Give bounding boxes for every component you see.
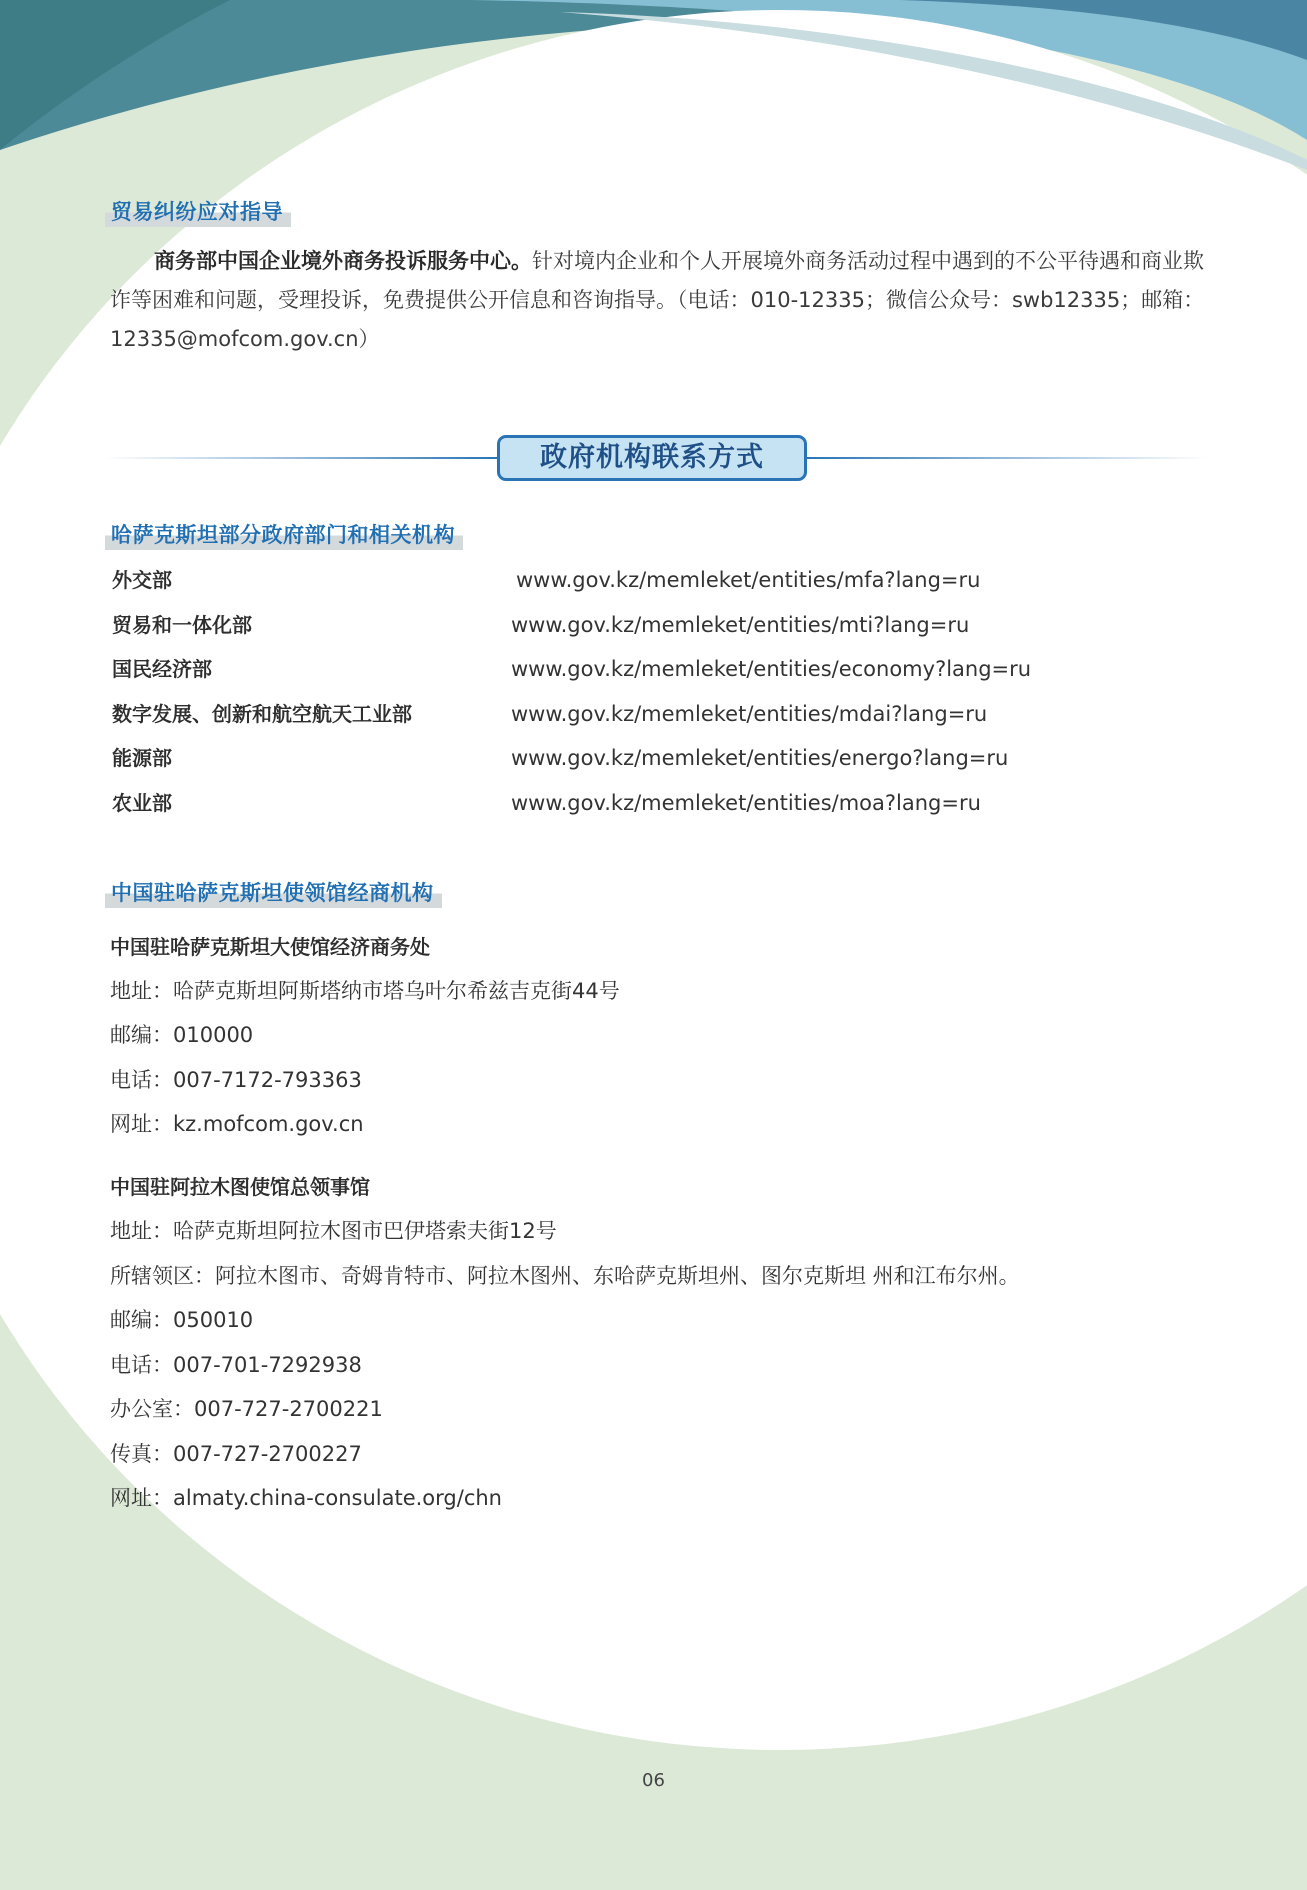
- agency-url[interactable]: www.gov.kz/memleket/entities/energo?lang=ru: [511, 746, 1009, 770]
- agency-url[interactable]: www.gov.kz/memleket/entities/moa?lang=ru: [511, 791, 981, 815]
- embassy-office-phone: 电话：007-7172-793363: [110, 1068, 362, 1092]
- agency-name: 农业部: [112, 791, 172, 815]
- consulate-postcode: 邮编：050010: [110, 1308, 254, 1332]
- agency-name: 贸易和一体化部: [112, 613, 252, 637]
- section-heading-trade-dispute: 贸易纠纷应对指导: [105, 197, 291, 227]
- banner-line-left: [105, 457, 497, 459]
- agency-url[interactable]: www.gov.kz/memleket/entities/mti?lang=ru: [511, 613, 970, 637]
- agency-name: 数字发展、创新和航空航天工业部: [112, 702, 412, 726]
- agency-url[interactable]: www.gov.kz/memleket/entities/economy?lang=ru: [511, 657, 1032, 681]
- agency-row: [112, 652, 1112, 686]
- agency-url[interactable]: www.gov.kz/memleket/entities/mfa?lang=ru: [516, 568, 981, 592]
- agency-url[interactable]: www.gov.kz/memleket/entities/mdai?lang=ru: [511, 702, 988, 726]
- complaint-org-name: 商务部中国企业境外商务投诉服务中心。: [154, 249, 532, 273]
- embassy-office-address: 地址：哈萨克斯坦阿斯塔纳市塔乌叶尔希兹吉克街44号: [110, 979, 620, 1003]
- embassy-office-website[interactable]: 网址：kz.mofcom.gov.cn: [110, 1112, 364, 1136]
- banner-government-contacts: 政府机构联系方式: [497, 435, 807, 481]
- agency-name: 外交部: [112, 568, 172, 592]
- agency-name: 国民经济部: [112, 657, 212, 681]
- agency-row: [112, 563, 1112, 597]
- complaint-paragraph: [110, 242, 1220, 359]
- agency-name: 能源部: [112, 746, 172, 770]
- banner-line-right: [807, 457, 1207, 459]
- agency-row: [112, 741, 1112, 775]
- agency-row: [112, 697, 1112, 731]
- page-number: 06: [642, 1770, 665, 1791]
- embassy-office-postcode: 邮编：010000: [110, 1023, 254, 1047]
- consulate-fax: 传真：007-727-2700227: [110, 1442, 362, 1466]
- consulate-address: 地址：哈萨克斯坦阿拉木图市巴伊塔索夫街12号: [110, 1219, 557, 1243]
- agency-row: [112, 608, 1112, 642]
- agency-row: [112, 786, 1112, 820]
- consulate-phone: 电话：007-701-7292938: [110, 1353, 362, 1377]
- consulate-name: 中国驻阿拉木图使馆总领事馆: [110, 1175, 370, 1199]
- complaint-body: 针对境内企业和个人开展境外商务活动过程中遇到的不公平待遇和商业欺诈等困难和问题，受理投诉，免费提供公开信息和咨询指导。（电话：010-12335；微信公众号：swb12335；邮箱：12335@mofcom.gov.cn）: [110, 249, 1205, 351]
- embassy-office-name: 中国驻哈萨克斯坦大使馆经济商务处: [110, 935, 430, 959]
- consulate-office: 办公室：007-727-2700221: [110, 1397, 383, 1421]
- consulate-district: 所辖领区：阿拉木图市、奇姆肯特市、阿拉木图州、东哈萨克斯坦州、图尔克斯坦 州和江布尔州。: [110, 1264, 1020, 1288]
- section-heading-government: 哈萨克斯坦部分政府部门和相关机构: [105, 520, 463, 550]
- section-heading-embassy: 中国驻哈萨克斯坦使领馆经商机构: [105, 878, 442, 908]
- consulate-website[interactable]: 网址：almaty.china-consulate.org/chn: [110, 1486, 502, 1510]
